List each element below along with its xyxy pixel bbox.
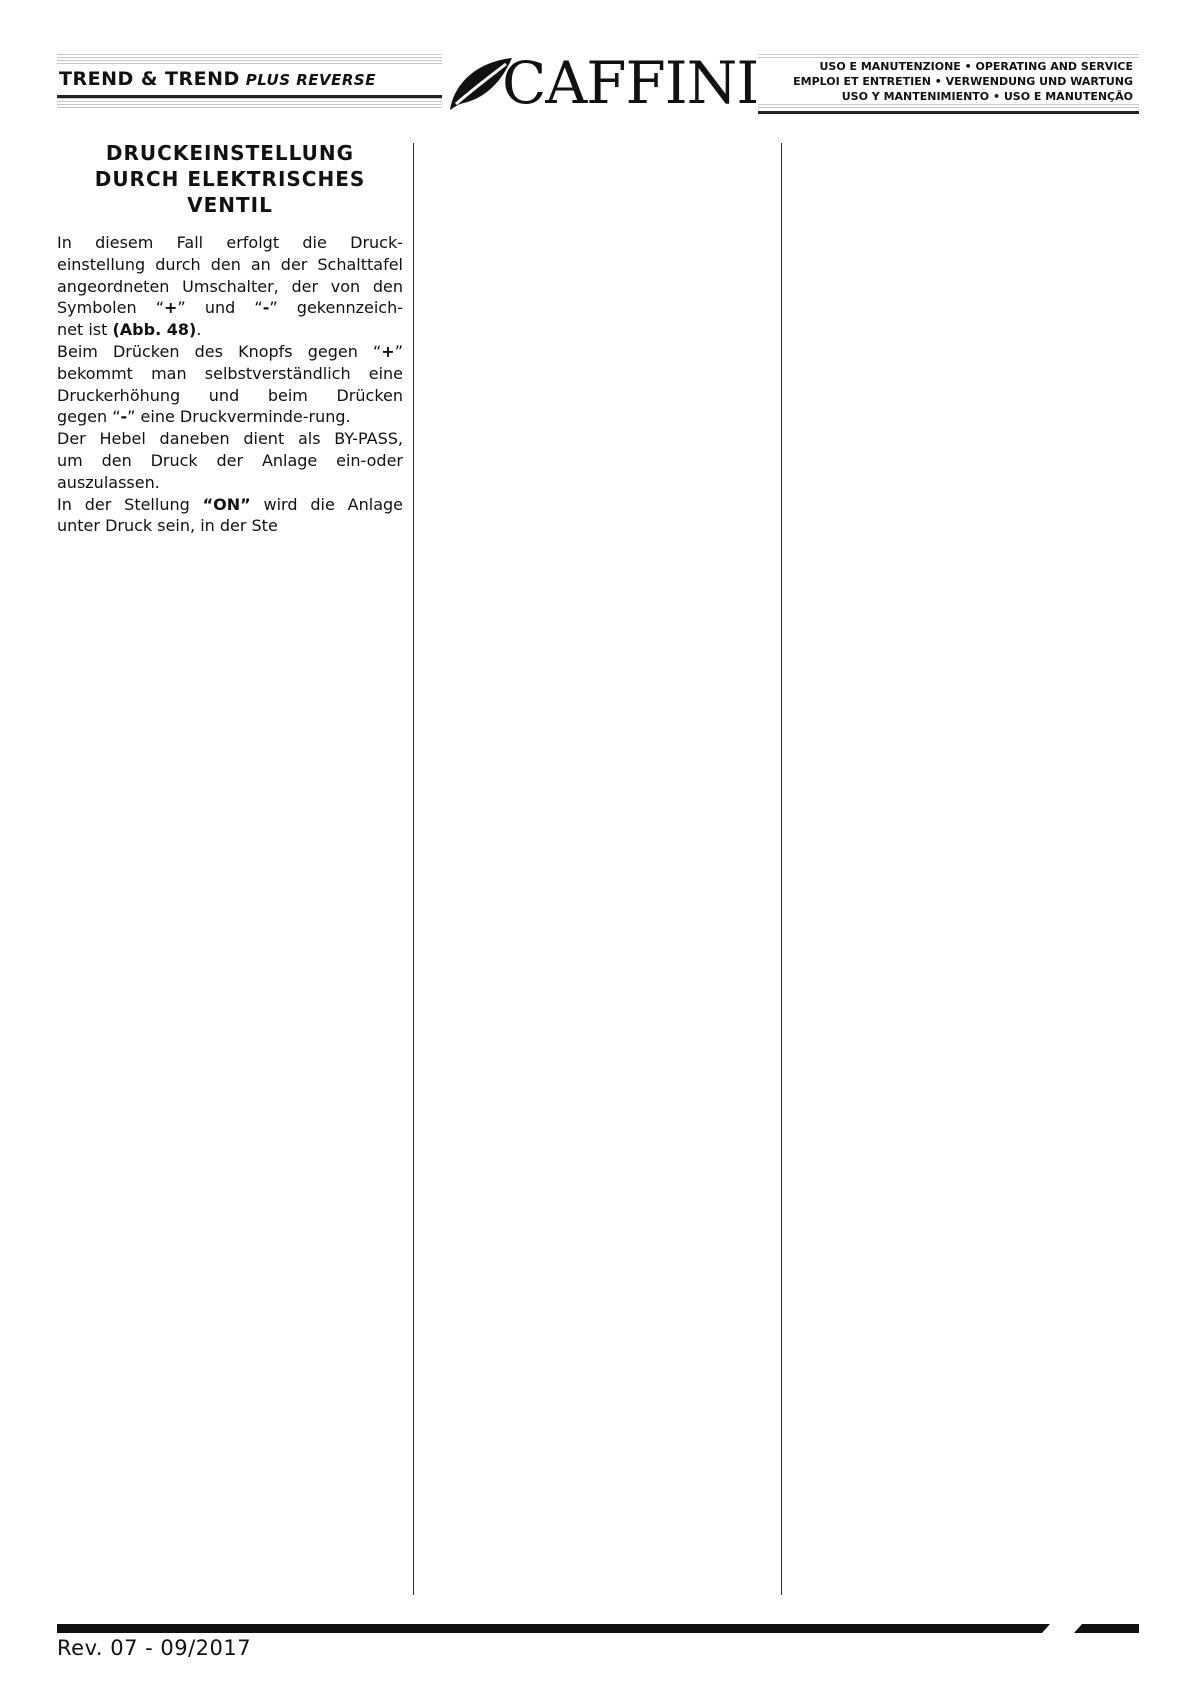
footer-rule-tip <box>1074 1624 1082 1633</box>
header-rule-lines <box>57 54 442 64</box>
plus-symbol: + <box>164 298 178 318</box>
section-title-line: DRUCKEINSTELLUNG <box>105 141 355 165</box>
section-title <box>57 140 403 218</box>
footer-rule-tip <box>1042 1624 1050 1633</box>
text-line <box>57 406 403 428</box>
text-run: ” eine Druckverminde-rung. <box>127 407 351 427</box>
text-line <box>57 319 403 341</box>
text-line: Der Hebel daneben dient als BY-PASS, <box>57 429 403 449</box>
minus-symbol: - <box>262 298 270 318</box>
text-run: ” <box>394 341 403 361</box>
text-line: In diesem Fall erfolgt die Druck- <box>57 233 403 252</box>
text-line: auszulassen. <box>57 472 160 492</box>
service-line: USO Y MANTENIMIENTO • USO E MANUTENÇÃO <box>841 90 1133 103</box>
text-line: einstellung durch den an der Schalttafel <box>57 254 403 274</box>
text-run: ” gekennzeich- <box>269 298 404 318</box>
text-column <box>57 140 403 537</box>
product-title-main: TREND & TREND <box>59 68 240 90</box>
section-title-line: VENTIL <box>187 193 273 217</box>
header-rule-lines <box>758 104 1139 110</box>
body-text <box>57 232 403 537</box>
text-line: angeordneten Umschalter, der von den <box>57 276 403 296</box>
text-run: net ist <box>57 320 113 340</box>
section-title-line: DURCH ELEKTRISCHES <box>94 167 366 191</box>
text-run: Symbolen “ <box>57 298 165 318</box>
column-divider <box>413 143 414 1595</box>
header-rule-lines <box>57 98 442 110</box>
figure-reference: (Abb. 48) <box>112 320 197 340</box>
service-line: USO E MANUTENZIONE • OPERATING AND SERVICE <box>819 60 1133 73</box>
header-rule-dark <box>758 111 1139 114</box>
text-line <box>57 341 403 363</box>
text-line <box>57 494 403 516</box>
on-position-label: “ON” <box>202 494 251 514</box>
footer-rule <box>57 1624 1042 1633</box>
header-service-block <box>758 54 1139 116</box>
plus-symbol: + <box>381 341 395 361</box>
text-run: . <box>196 320 202 340</box>
text-run: Beim Drücken des Knopfs gegen “ <box>57 341 382 361</box>
text-run: In der Stellung <box>57 494 203 514</box>
text-run: wird die Anlage <box>250 494 403 514</box>
text-line: bekommt man selbstverständlich eine <box>57 363 403 383</box>
text-line: um den Druck der Anlage ein-oder <box>57 450 403 470</box>
header-product-block <box>57 54 442 112</box>
text-run: ” und “ <box>177 298 263 318</box>
footer-rule-page-tab <box>1082 1624 1139 1633</box>
text-line: Druckerhöhung und beim Drücken <box>57 385 403 405</box>
text-line <box>57 297 403 319</box>
caffini-logo <box>446 49 759 117</box>
product-title-suffix: PLUS REVERSE <box>245 71 376 89</box>
brand-name: CAFFINI <box>502 49 759 117</box>
text-line: unter Druck sein, in der Ste <box>57 516 278 536</box>
column-divider <box>781 143 782 1595</box>
minus-symbol: - <box>120 407 128 427</box>
revision-label: Rev. 07 - 09/2017 <box>57 1636 252 1660</box>
service-line: EMPLOI ET ENTRETIEN • VERWENDUNG UND WARTUNG <box>793 75 1133 88</box>
text-run: gegen “ <box>57 407 121 427</box>
product-title <box>59 68 376 90</box>
